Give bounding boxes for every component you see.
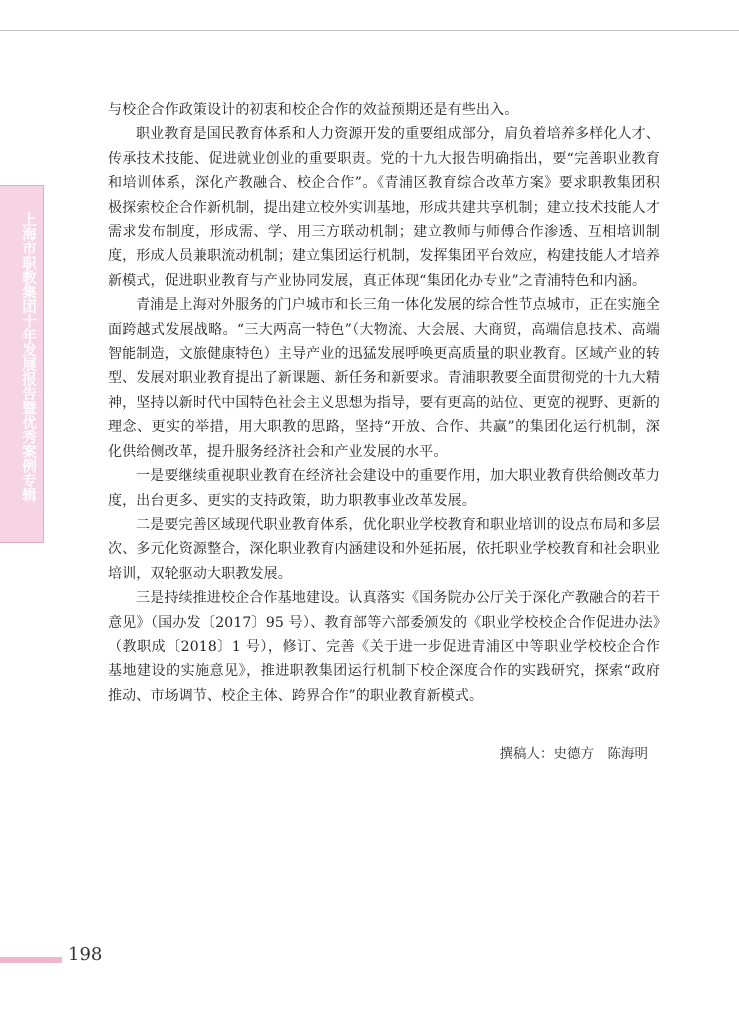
paragraph: 三是持续推进校企合作基地建设。认真落实《国务院办公厅关于深化产教融合的若干意见》（国办发〔2017〕95 号）、教育部等六部委颁发的《职业学校校企合作促进办法》（教职成〔2018〕1 号），修订、完善《关于进一步促进青浦区中等职业学校校企合作基地建设的实施意见》，推进职教集团运行机制下校企深度合作的实践研究，探索“政府推动、市场调节、校企主体、跨界合作”的职业教育新模式。 [108, 590, 660, 704]
paragraph: 青浦是上海对外服务的门户城市和长三角一体化发展的综合性节点城市，正在实施全面跨越式发展战略。“三大两高一特色”（大物流、大会展、大商贸，高端信息技术、高端智能制造，文旅健康特色）主导产业的迅猛发展呼唤更高质量的职业教育。区域产业的转型、发展对职业教育提出了新课题、新任务和新要求。青浦职教要全面贯彻党的十九大精神，坚持以新时代中国特色社会主义思想为指导，要有更高的站位、更宽的视野、更新的理念、更实的举措，用大职教的思路，坚持“开放、合作、共赢”的集团化运行机制，深化供给侧改革，提升服务经济社会和产业发展的水平。 [108, 297, 660, 460]
paragraph: 二是要完善区域现代职业教育体系，优化职业学校教育和职业培训的设点布局和多层次、多元化资源整合，深化职业教育内涵建设和外延拓展，依托职业学校教育和社会职业培训，双轮驱动大职教发展。 [108, 516, 660, 582]
paragraph: 与校企合作政策设计的初衷和校企合作的效益预期还是有些出入。 [108, 102, 519, 118]
paragraph: 一是要继续重视职业教育在经济社会建设中的重要作用，加大职业教育供给侧改革力度，出台更多、更实的支持政策，助力职教事业改革发展。 [108, 468, 660, 509]
page-top-rule [0, 30, 739, 31]
page-number: 198 [68, 944, 103, 965]
author-credit: 撰稿人：史德方 陈海明 [499, 746, 648, 762]
page-number-bar [0, 957, 62, 963]
side-tab-label: 上海市职教集团十年发展报告暨优秀案例专辑 [20, 212, 36, 502]
paragraph: 职业教育是国民教育体系和人力资源开发的重要组成部分，肩负着培养多样化人才、传承技术技能、促进就业创业的重要职责。党的十九大报告明确指出，要“完善职业教育和培训体系，深化产教融合、校企合作”。《青浦区教育综合改革方案》要求职教集团积极探索校企合作新机制，提出建立校外实训基地，形成共建共享机制；建立技术技能人才需求发布制度，形成需、学、用三方联动机制；建立教师与师傅合作渗透、互相培训制度，形成人员兼职流动机制；建立集团运行机制，发挥集团平台效应，构建技能人才培养新模式，促进职业教育与产业协同发展，真正体现“集团化办专业”之青浦特色和内涵。 [108, 126, 660, 289]
article-body [108, 98, 660, 708]
